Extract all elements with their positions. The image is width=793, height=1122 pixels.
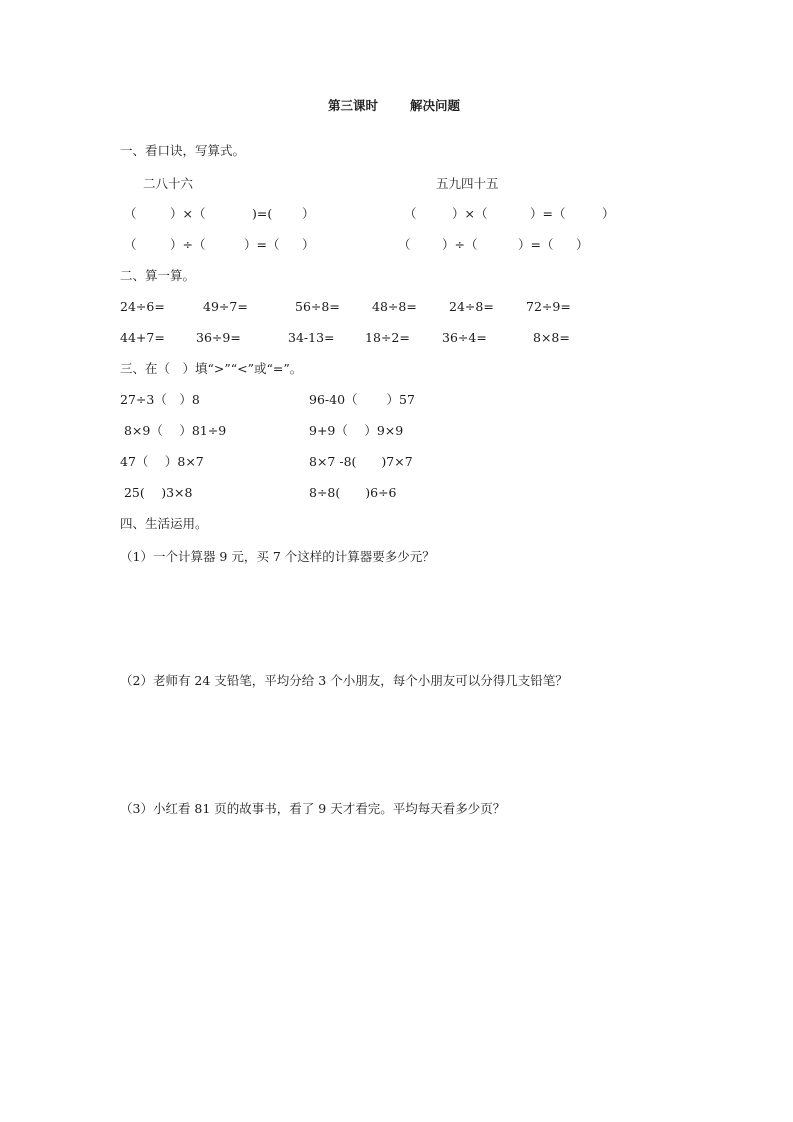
question-1: （1）一个计算器 9 元，买 7 个这样的计算器要多少元？ [120,549,435,564]
lesson-label: 第三课时 [328,98,379,113]
compare-left-4: 25( )3×8 [120,485,193,500]
question-3: （3）小红看 81 页的故事书，看了 9 天才看完。平均每天看多少页？ [120,801,506,816]
section3-heading: 三、在（ ）填“>”“<”或“=”。 [120,361,303,376]
compare-right-4: 8÷8( )6÷6 [309,485,397,500]
lesson-topic: 解决问题 [410,98,461,113]
compare-right-1: 96-40（ ）57 [309,392,415,407]
compare-left-2: 8×9（ ）81÷9 [120,423,227,438]
compare-right-2: 9+9（ ）9×9 [309,423,404,438]
compare-right-3: 8×7 -8( )7×7 [309,454,413,469]
section2-heading: 二、算一算。 [120,268,196,283]
rhyme-right: 五九四十五 [436,176,499,191]
section1-heading: 一、看口诀，写算式。 [120,143,246,158]
section4-heading: 四、生活运用。 [120,516,208,531]
compare-left-3: 47（ ）8×7 [120,454,204,469]
question-2: （2）老师有 24 支铅笔，平均分给 3 个小朋友，每个小朋友可以分得几支铅笔？ [120,673,568,688]
compare-left-1: 27÷3（ ）8 [120,392,200,407]
rhyme-left: 二八十六 [143,176,194,191]
